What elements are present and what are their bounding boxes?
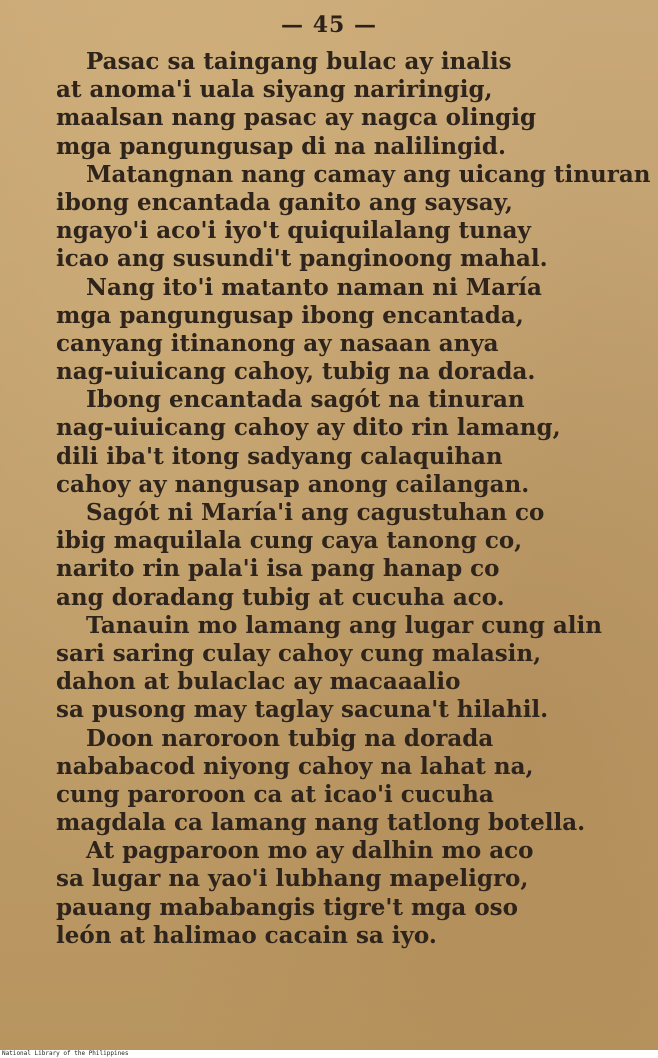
poem-line: nababacod niyong cahoy na lahat na, xyxy=(56,752,534,780)
poem-line: ngayo'i aco'i iyo't quiquilalang tunay xyxy=(56,217,531,245)
poem-line: león at halimao cacain sa iyo. xyxy=(56,921,437,949)
poem-line: Tanauin mo lamang ang lugar cung alin xyxy=(86,611,602,639)
poem-line: narito rin pala'i isa pang hanap co xyxy=(56,555,500,583)
poem-line: icao ang susundi't panginoong mahal. xyxy=(56,245,548,273)
poem-line: pauang mababangis tigre't mga oso xyxy=(56,893,518,921)
poem-line: cung paroroon ca at icao'i cucuha xyxy=(56,780,494,808)
poem-line: dili iba't itong sadyang calaquihan xyxy=(56,442,503,470)
poem-line: Pasac sa taingang bulac ay inalis xyxy=(86,48,512,75)
library-credit: National Library of the Philippines xyxy=(0,1050,658,1058)
poem-line: Matangnan nang camay ang uicang tinuran xyxy=(86,160,651,188)
poem-text xyxy=(56,48,651,950)
poem-line: magdala ca lamang nang tatlong botella. xyxy=(56,809,586,837)
poem-line: ibig maquilala cung caya tanong co, xyxy=(56,527,523,555)
poem-line: cahoy ay nangusap anong cailangan. xyxy=(56,470,530,498)
poem-line: dahon at bulaclac ay macaaalio xyxy=(56,668,461,696)
poem-line: ibong encantada ganito ang saysay, xyxy=(56,188,513,216)
poem-line: At pagparoon mo ay dalhin mo aco xyxy=(86,837,534,865)
poem-line: Sagót ni María'i ang cagustuhan co xyxy=(86,499,545,526)
poem-line: nag-uiuicang cahoy, tubig na dorada. xyxy=(56,358,536,386)
poem-line: sa pusong may taglay sacuna't hilahil. xyxy=(56,696,549,724)
poem-line: sa lugar na yao'i lubhang mapeligro, xyxy=(56,865,529,893)
poem-line: ang doradang tubig at cucuha aco. xyxy=(56,583,505,611)
poem-line: canyang itinanong ay nasaan anya xyxy=(56,329,499,357)
poem-line: nag-uiuicang cahoy ay dito rin lamang, xyxy=(56,414,561,442)
poem-line: mga pangungusap ibong encantada, xyxy=(56,301,524,329)
poem-line: Nang ito'i matanto naman ni María xyxy=(86,273,542,301)
poem-line: at anoma'i uala siyang nariringig, xyxy=(56,76,493,104)
poem-line: maalsan nang pasac ay nagca olingig xyxy=(56,104,537,132)
poem-line: Doon naroroon tubig na dorada xyxy=(86,724,494,752)
poem-line: sari saring culay cahoy cung malasin, xyxy=(56,639,542,667)
page-number: — 45 — xyxy=(281,12,377,38)
poem-line: Ibong encantada sagót na tinuran xyxy=(86,386,525,414)
poem-line: mga pangungusap di na nalilingid. xyxy=(56,132,506,160)
